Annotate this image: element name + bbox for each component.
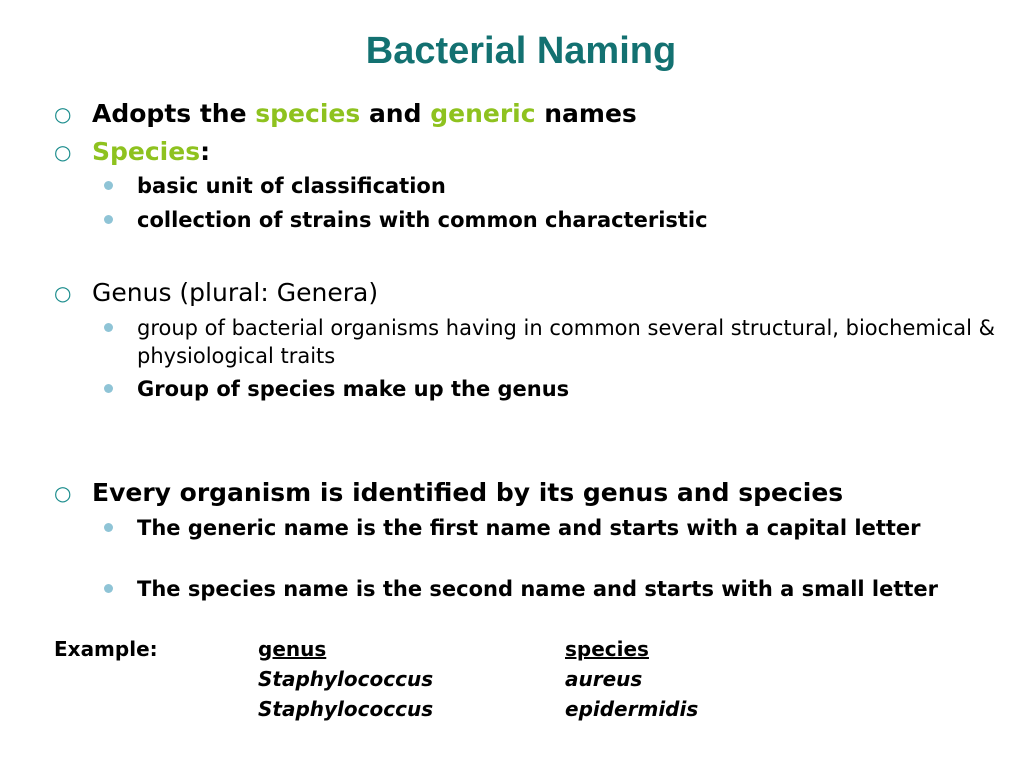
- example-species-cell: epidermidis: [565, 697, 699, 721]
- text-segment: :: [200, 137, 211, 166]
- bullet-text: Genus (plural: Genera): [92, 278, 379, 307]
- text-segment: Adopts the: [92, 99, 256, 128]
- sub-bullet-text: Group of species make up the genus: [137, 377, 570, 401]
- dot-bullet-icon: [104, 215, 113, 224]
- example-label: Example:: [54, 637, 158, 661]
- circle-bullet-icon: ○: [54, 102, 72, 126]
- dot-bullet-icon: [104, 384, 113, 393]
- sub-bullet-text: group of bacterial organisms having in common several structural, biochemical & physiological traits: [137, 316, 996, 368]
- bullet-text: Every organism is identified by its genus and species: [92, 478, 844, 507]
- example-header-species: species: [565, 637, 649, 661]
- text-segment: and: [360, 99, 431, 128]
- dot-bullet-icon: [104, 584, 113, 593]
- circle-bullet-icon: ○: [54, 281, 72, 305]
- dot-bullet-icon: [104, 181, 113, 190]
- dot-bullet-icon: [104, 523, 113, 532]
- text-segment: names: [535, 99, 637, 128]
- circle-bullet-icon: ○: [54, 481, 72, 505]
- sub-bullet-text: collection of strains with common characteristic: [137, 208, 708, 232]
- example-genus-cell: Staphylococcus: [258, 697, 434, 721]
- dot-bullet-icon: [104, 323, 113, 332]
- example-species-cell: aureus: [565, 667, 643, 691]
- sub-bullet-text: The generic name is the first name and starts with a capital letter: [137, 516, 921, 540]
- species-highlight: species: [255, 99, 361, 128]
- example-genus-cell: Staphylococcus: [258, 667, 434, 691]
- bullet-text: [92, 99, 637, 129]
- circle-bullet-icon: ○: [54, 140, 72, 164]
- bullet-text: [92, 137, 210, 167]
- example-header-genus: genus: [258, 637, 327, 661]
- generic-highlight: generic: [430, 99, 536, 128]
- sub-bullet-text: The species name is the second name and starts with a small letter: [137, 577, 939, 601]
- species-highlight: Species: [92, 137, 201, 166]
- slide-title: Bacterial Naming: [365, 30, 677, 72]
- sub-bullet-text: basic unit of classification: [137, 174, 446, 198]
